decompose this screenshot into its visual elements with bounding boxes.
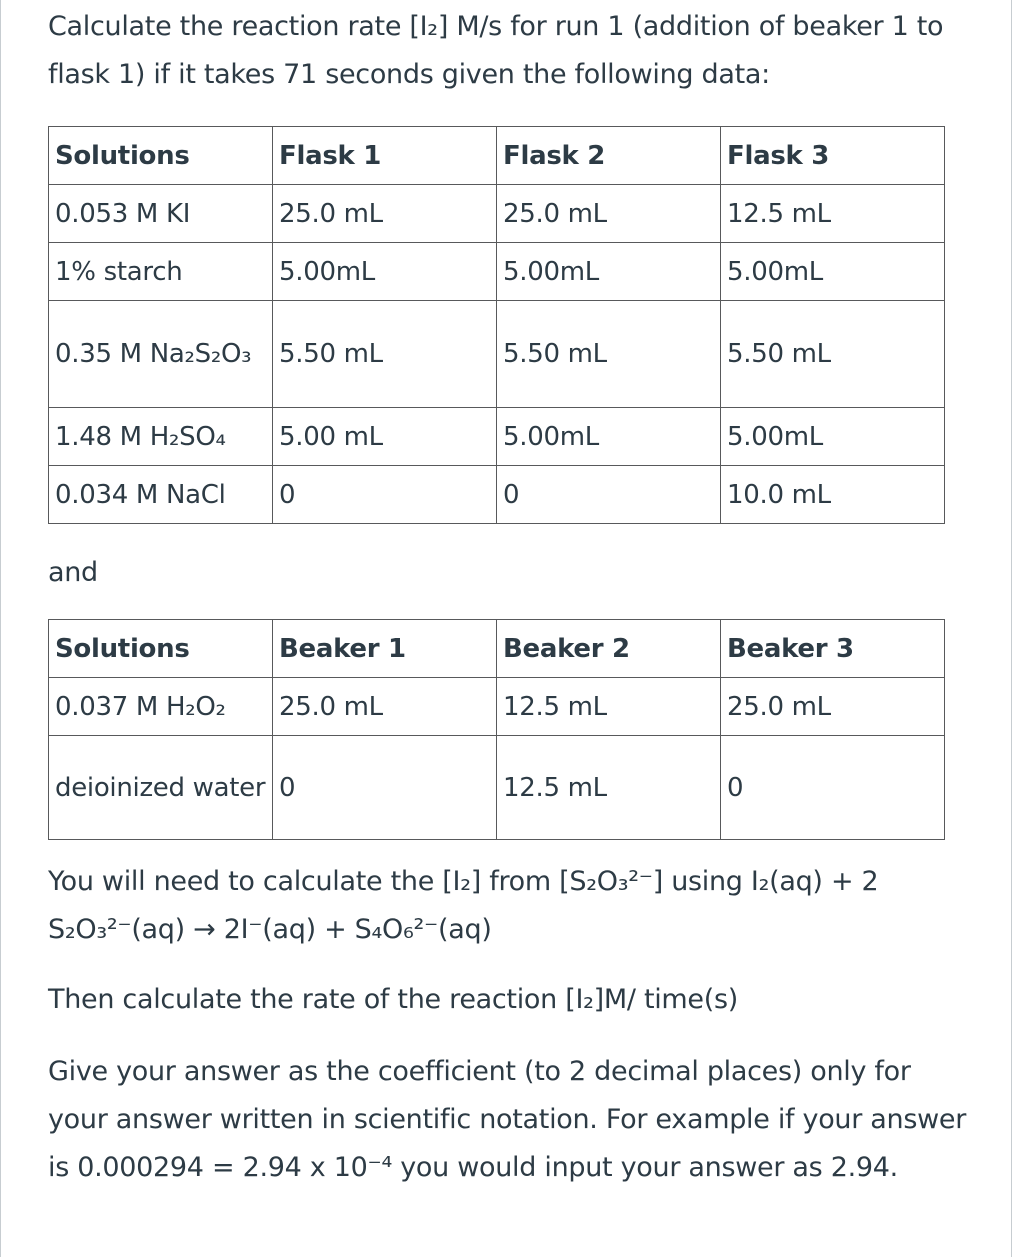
- table-cell: 0.35 M Na₂S₂O₃: [49, 301, 273, 408]
- table-cell: 1% starch: [49, 243, 273, 301]
- table-header-cell: Flask 3: [721, 127, 945, 185]
- instruction-equation: You will need to calculate the [I₂] from [S₂O₃²⁻] using I₂(aq) + 2 S₂O₃²⁻(aq) → 2I⁻(aq) + S₄O₆²⁻(aq): [48, 866, 879, 945]
- question-intro: Calculate the reaction rate [I₂] M/s for run 1 (addition of beaker 1 to flask 1) if it takes 71 seconds given the following data:: [48, 11, 944, 90]
- table-cell: 12.5 mL: [497, 736, 721, 840]
- table-cell: 10.0 mL: [721, 466, 945, 524]
- table-cell: 0: [273, 466, 497, 524]
- table-cell: 0: [497, 466, 721, 524]
- flask-table-header-row: [49, 127, 945, 185]
- table-cell: 5.00mL: [497, 408, 721, 466]
- table-row: [49, 736, 945, 840]
- table-header-cell: Beaker 3: [721, 620, 945, 678]
- table-row: [49, 301, 945, 408]
- table-cell: 0.037 M H₂O₂: [49, 678, 273, 736]
- table-cell: 5.00mL: [497, 243, 721, 301]
- table-header-cell: Beaker 1: [273, 620, 497, 678]
- table-header-cell: Flask 1: [273, 127, 497, 185]
- table-row: [49, 185, 945, 243]
- table-cell: 5.00 mL: [273, 408, 497, 466]
- beaker-table-header-row: [49, 620, 945, 678]
- table-cell: 25.0 mL: [273, 678, 497, 736]
- instruction-answer-format: Give your answer as the coefficient (to 2 decimal places) only for your answer written in scientific notation. For example if your answer is 0.000294 = 2.94 x 10⁻⁴ you would input your answer as 2.94.: [48, 1056, 967, 1183]
- and-text: and: [48, 557, 98, 588]
- table-cell: 25.0 mL: [273, 185, 497, 243]
- table-header-cell: Solutions: [49, 620, 273, 678]
- table-cell: deioinized water: [49, 736, 273, 840]
- table-header-cell: Beaker 2: [497, 620, 721, 678]
- table-cell: 12.5 mL: [721, 185, 945, 243]
- table-cell: 5.50 mL: [721, 301, 945, 408]
- table-header-cell: Solutions: [49, 127, 273, 185]
- table-cell: 12.5 mL: [497, 678, 721, 736]
- table-row: [49, 678, 945, 736]
- table-header-cell: Flask 2: [497, 127, 721, 185]
- table-row: [49, 408, 945, 466]
- table-cell: 5.50 mL: [497, 301, 721, 408]
- question-content: [48, 0, 978, 1192]
- table-cell: 1.48 M H₂SO₄: [49, 408, 273, 466]
- table-row: [49, 466, 945, 524]
- flask-table: [48, 126, 945, 524]
- table-cell: 5.00mL: [273, 243, 497, 301]
- instruction-rate: Then calculate the rate of the reaction [I₂]M/ time(s): [48, 984, 738, 1015]
- table-cell: 0.053 M KI: [49, 185, 273, 243]
- table-cell: 0.034 M NaCl: [49, 466, 273, 524]
- beaker-table: [48, 619, 945, 840]
- table-cell: 25.0 mL: [497, 185, 721, 243]
- table-cell: 0: [721, 736, 945, 840]
- table-cell: 5.00mL: [721, 243, 945, 301]
- table-cell: 0: [273, 736, 497, 840]
- table-row: [49, 243, 945, 301]
- table-cell: 5.50 mL: [273, 301, 497, 408]
- table-cell: 25.0 mL: [721, 678, 945, 736]
- table-cell: 5.00mL: [721, 408, 945, 466]
